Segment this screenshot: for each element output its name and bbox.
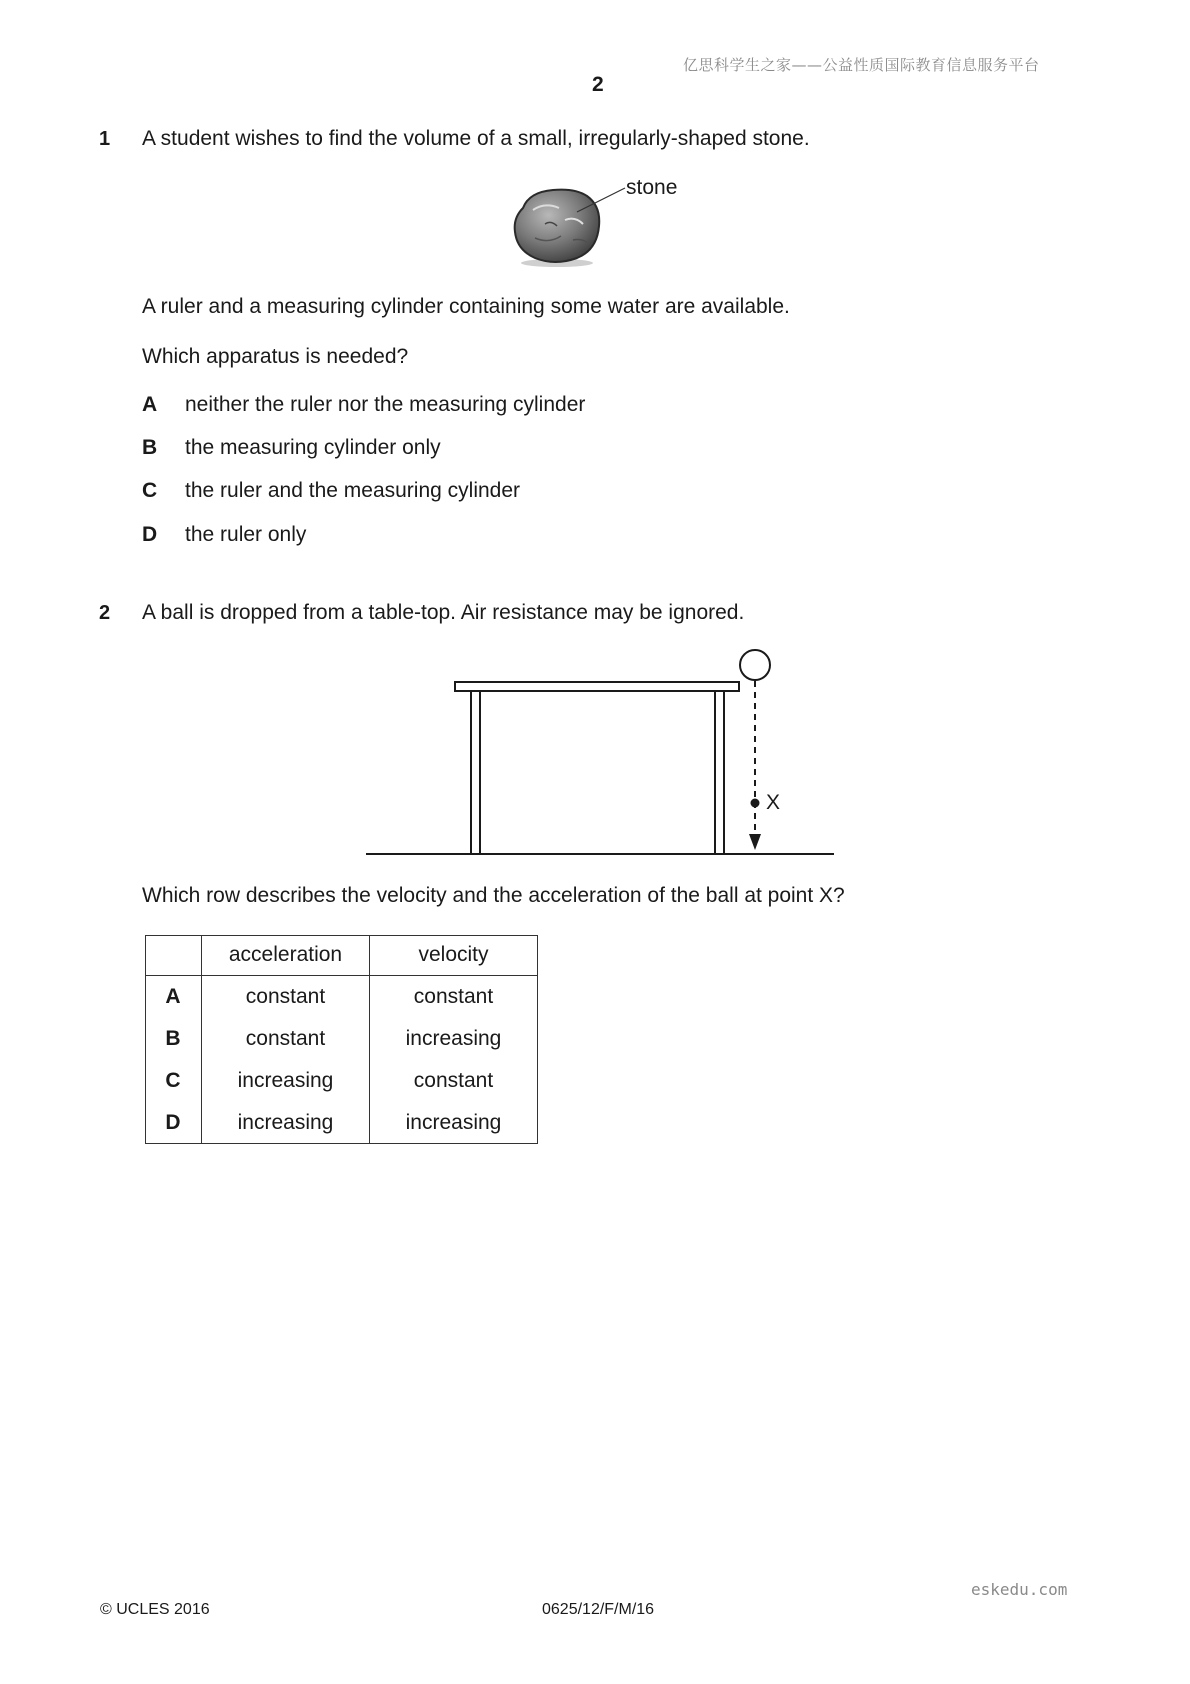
ball xyxy=(740,650,770,680)
row-velocity: constant xyxy=(413,985,494,1008)
footer-copyright: © UCLES 2016 xyxy=(100,1601,210,1618)
q1-option-letter: D xyxy=(142,523,158,546)
table-header-acceleration: acceleration xyxy=(202,935,370,976)
q1-option-letter: A xyxy=(142,393,158,416)
row-letter: C xyxy=(145,1060,202,1102)
question-2-text: A ball is dropped from a table-top. Air resistance may be ignored. xyxy=(142,601,745,624)
row-velocity: constant xyxy=(413,1069,494,1092)
row-acceleration: constant xyxy=(202,1018,370,1060)
answer-table-frame xyxy=(145,935,538,1144)
point-x-label: X xyxy=(766,791,781,814)
point-x-dot xyxy=(751,799,760,808)
table-ball-diagram xyxy=(360,640,840,860)
question-2-question: Which row describes the velocity and the acceleration of the ball at point X? xyxy=(142,884,845,907)
table-leg-right xyxy=(715,691,724,854)
row-acceleration: increasing xyxy=(202,1060,370,1102)
row-acceleration: constant xyxy=(202,976,370,1019)
question-1-number: 1 xyxy=(99,128,111,150)
table-top xyxy=(455,682,739,691)
question-1-text: A student wishes to find the volume of a small, irregularly-shaped stone. xyxy=(142,127,810,150)
row-letter: A xyxy=(145,976,202,1019)
page-number: 2 xyxy=(592,73,604,96)
q1-option-letter: B xyxy=(142,436,158,459)
row-letter: B xyxy=(145,1018,202,1060)
row-velocity: increasing xyxy=(405,1027,502,1050)
q1-option-text: the ruler only xyxy=(185,523,307,546)
q1-option-text: neither the ruler nor the measuring cylinder xyxy=(185,393,586,416)
footer-paper-code: 0625/12/F/M/16 xyxy=(542,1601,655,1618)
question-1-question: Which apparatus is needed? xyxy=(142,345,409,368)
q1-option-text: the measuring cylinder only xyxy=(185,436,441,459)
q1-option-text: the ruler and the measuring cylinder xyxy=(185,479,521,502)
stone-label: stone xyxy=(626,176,678,199)
footer-watermark: eskedu.com xyxy=(971,1580,1068,1599)
question-1-context: A ruler and a measuring cylinder containing some water are available. xyxy=(142,295,790,318)
header-watermark: 亿思科学生之家——公益性质国际教育信息服务平台 xyxy=(683,56,1040,74)
row-velocity: increasing xyxy=(405,1111,502,1134)
stone-illustration xyxy=(505,180,645,270)
q1-option-letter: C xyxy=(142,479,158,502)
row-letter: D xyxy=(145,1102,202,1144)
table-leg-left xyxy=(471,691,480,854)
row-acceleration: increasing xyxy=(202,1102,370,1144)
table-header-velocity: velocity xyxy=(370,935,538,976)
fall-arrowhead xyxy=(749,834,761,850)
question-2-number: 2 xyxy=(99,602,111,624)
